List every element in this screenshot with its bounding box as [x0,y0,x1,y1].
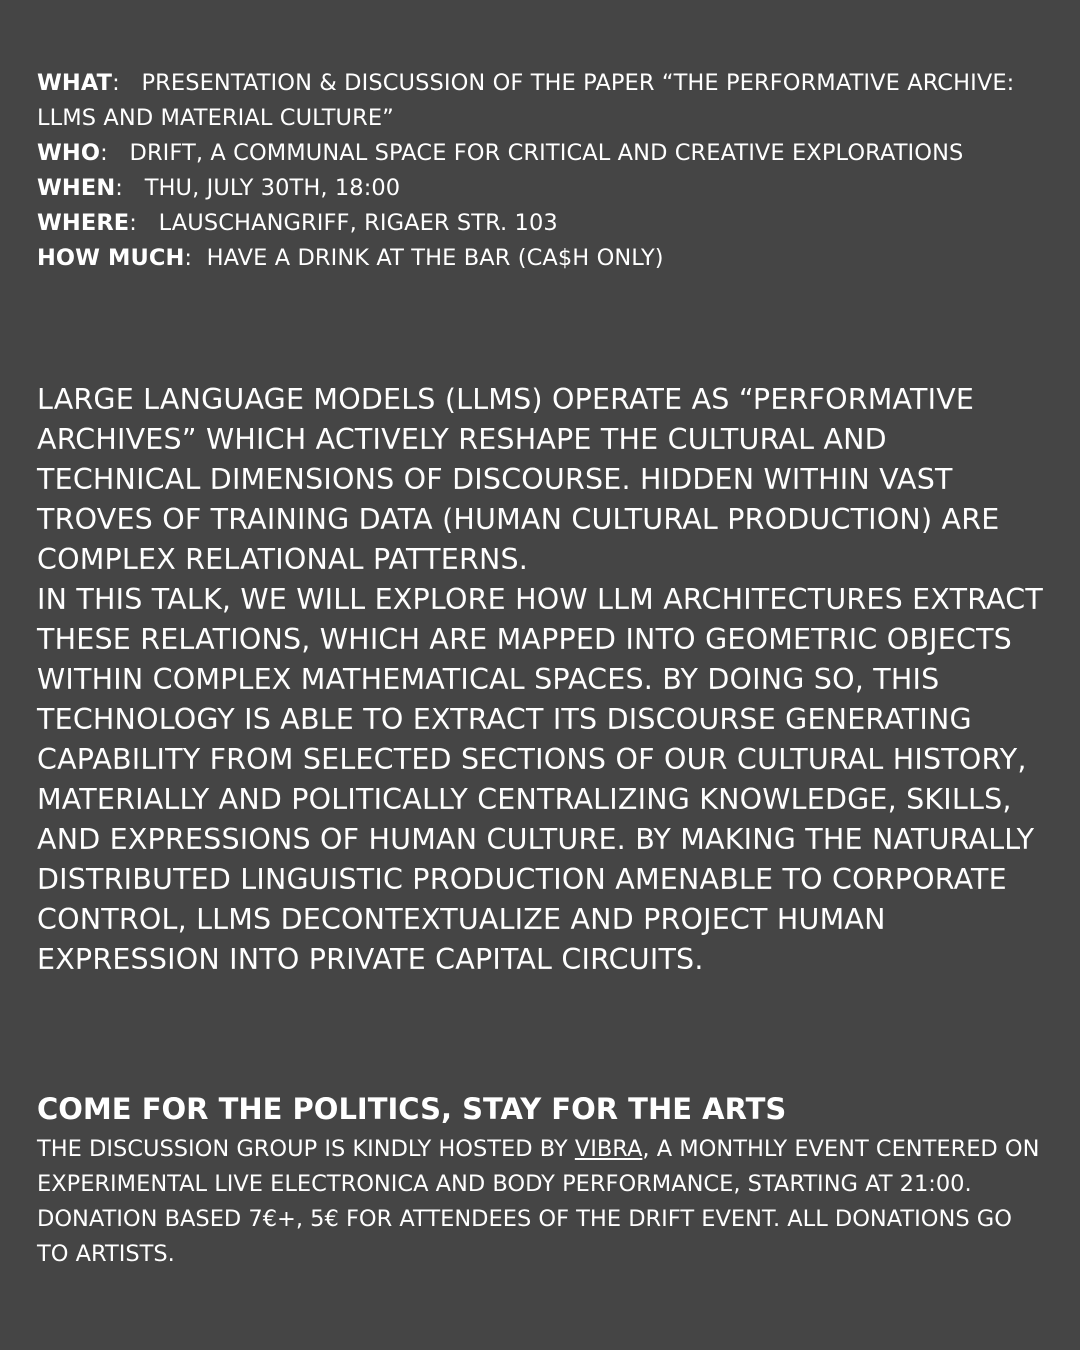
abstract-paragraph-2: IN THIS TALK, WE WILL EXPLORE HOW LLM ARCHITECTURES EXTRACT THESE RELATIONS, WHICH ARE MAPPED INTO GEOMETRIC OBJECTS WITHIN COMPLEX MATHEMATICAL SPACES. BY DOING SO, THIS TECHNOLOGY IS ABLE TO EXTRACT ITS DISCOURSE GENERATING CAPABILITY FROM SELECTED SECTIONS OF OUR CULTURAL HISTORY, MATERIALLY AND POLITICALLY CENTRALIZING KNOWLEDGE, SKILLS, AND EXPRESSIONS OF HUMAN CULTURE. BY MAKING THE NATURALLY DISTRIBUTED LINGUISTIC PRODUCTION AMENABLE TO CORPORATE CONTROL, LLMS DECONTEXTUALIZE AND PROJECT HUMAN EXPRESSION INTO PRIVATE CAPITAL CIRCUITS. [37,583,1043,976]
how-much-label: HOW MUCH [37,245,185,271]
how-much-value: HAVE A DRINK AT THE BAR (CA$H ONLY) [206,245,664,271]
promo-heading: COME FOR THE POLITICS, STAY FOR THE ARTS [37,1092,787,1126]
how-much-row: HOW MUCH: HAVE A DRINK AT THE BAR (CA$H ONLY) [37,245,664,271]
what-row: WHAT: PRESENTATION & DISCUSSION OF THE PAPER “THE PERFORMATIVE ARCHIVE: LLMS AND MATERIAL CULTURE” [37,70,1015,131]
what-value: PRESENTATION & DISCUSSION OF THE PAPER “THE PERFORMATIVE ARCHIVE: LLMS AND MATERIAL CULTURE” [37,70,1015,131]
promo-text-before-link: THE DISCUSSION GROUP IS KINDLY HOSTED BY [37,1136,575,1162]
who-value: DRIFT, A COMMUNAL SPACE FOR CRITICAL AND CREATIVE EXPLORATIONS [129,140,964,166]
abstract-paragraph-1: LARGE LANGUAGE MODELS (LLMS) OPERATE AS “PERFORMATIVE ARCHIVES” WHICH ACTIVELY RESHAPE THE CULTURAL AND TECHNICAL DIMENSIONS OF DISCOURSE. HIDDEN WITHIN VAST TROVES OF TRAINING DATA (HUMAN CULTURAL PRODUCTION) ARE COMPLEX RELATIONAL PATTERNS. [37,383,1000,576]
where-value: LAUSCHANGRIFF, RIGAER STR. 103 [158,210,558,236]
vibra-link[interactable]: VIBRA [574,1136,643,1162]
when-label: WHEN [37,175,116,201]
talk-abstract [37,380,1047,980]
promo-text-after-link: , A MONTHLY EVENT CENTERED ON EXPERIMENTAL LIVE ELECTRONICA AND BODY PERFORMANCE, STARTING AT 21:00. DONATION BASED 7€+, 5€ FOR ATTENDEES OF THE DRIFT EVENT. ALL DONATIONS GO TO ARTISTS. [37,1136,1040,1267]
when-row: WHEN: THU, JULY 30TH, 18:00 [37,175,401,201]
promo-body [37,1132,1047,1272]
when-value: THU, JULY 30TH, 18:00 [144,175,401,201]
who-label: WHO [37,140,101,166]
what-label: WHAT [37,70,113,96]
where-label: WHERE [37,210,130,236]
event-details [37,66,1047,276]
where-row: WHERE: LAUSCHANGRIFF, RIGAER STR. 103 [37,210,558,236]
who-row: WHO: DRIFT, A COMMUNAL SPACE FOR CRITICAL AND CREATIVE EXPLORATIONS [37,140,964,166]
